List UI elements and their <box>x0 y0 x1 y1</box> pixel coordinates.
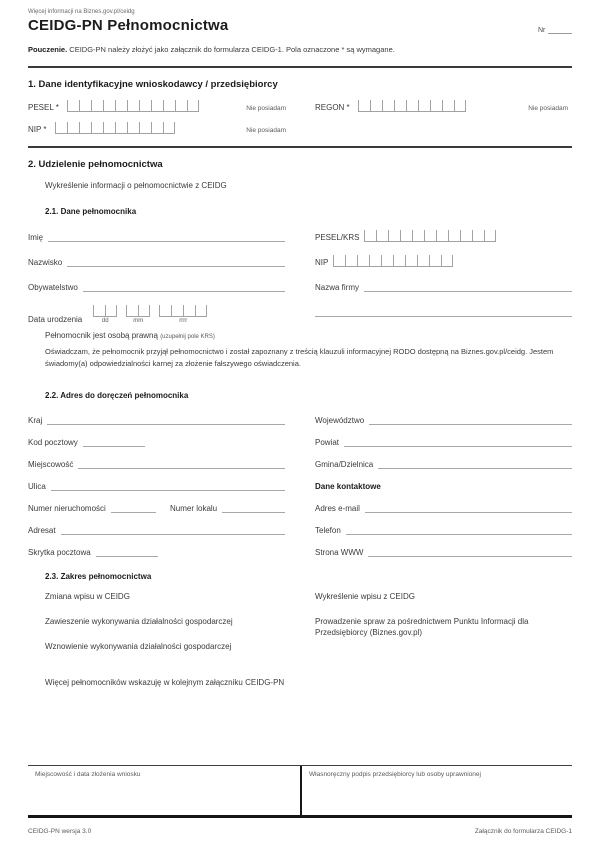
addressee-label: Adresat <box>28 526 56 535</box>
pesel-krs-comb-input[interactable] <box>364 230 496 242</box>
postal-code-label: Kod pocztowy <box>28 438 78 447</box>
pesel-not-possess[interactable]: Nie posiadam <box>246 105 286 112</box>
website-input-line[interactable] <box>368 555 572 557</box>
attorney-columns <box>28 228 572 328</box>
birth-date-inputs <box>93 305 207 324</box>
nr-label: Nr <box>538 27 546 34</box>
nip-label: NIP * <box>28 125 47 134</box>
county-row <box>315 434 572 447</box>
scope-change-entry-option[interactable]: Zmiana wpisu w CEIDG <box>45 592 130 601</box>
section2-title: 2. Udzielenie pełnomocnictwa <box>28 159 163 170</box>
citizenship-input-line[interactable] <box>83 290 285 292</box>
phone-input-line[interactable] <box>346 533 572 535</box>
birth-year-hint: rrrr <box>179 318 188 324</box>
nr-input-line[interactable] <box>548 31 572 34</box>
voivodeship-row <box>315 412 572 425</box>
attorney-nip-comb-input[interactable] <box>333 255 453 267</box>
email-row <box>315 500 572 513</box>
nip-group <box>28 122 315 134</box>
phone-label: Telefon <box>315 526 341 535</box>
city-input-line[interactable] <box>78 467 285 469</box>
birth-month-hint: mm <box>133 318 144 324</box>
last-name-row <box>28 253 285 267</box>
nr-field <box>538 22 572 34</box>
signature-label: Własnoręczny podpis przedsiębiorcy lub osoby uprawnionej <box>309 771 481 778</box>
section23-title: 2.3. Zakres pełnomocnictwa <box>45 572 152 581</box>
divider-rule <box>28 66 572 68</box>
building-no-group <box>28 504 156 513</box>
birth-day-comb-input[interactable] <box>93 305 117 317</box>
pesel-regon-row <box>28 98 572 112</box>
regon-group <box>315 100 572 112</box>
first-name-input-line[interactable] <box>48 240 285 242</box>
contact-header-row <box>315 478 572 491</box>
first-name-label: Imię <box>28 233 44 242</box>
county-label: Powiat <box>315 438 340 447</box>
birth-day-group <box>93 305 117 324</box>
address-left-column <box>28 412 285 566</box>
po-box-input-line[interactable] <box>96 555 158 557</box>
more-attorneys-option[interactable]: Więcej pełnomocników wskazuję w kolejnym załączniku CEIDG-PN <box>45 678 285 687</box>
revoke-info-option[interactable]: Wykreślenie informacji o pełnomocnictwie z CEIDG <box>45 181 227 190</box>
nip-comb-input[interactable] <box>55 122 175 134</box>
po-box-row <box>28 544 285 557</box>
commune-row <box>315 456 572 469</box>
form-version: CEIDG-PN wersja 3.0 <box>28 828 92 835</box>
attorney-left-column <box>28 228 285 328</box>
company-name-input-line-2[interactable] <box>315 315 572 317</box>
voivodeship-input-line[interactable] <box>369 423 572 425</box>
attachment-note: Załącznik do formularza CEIDG-1 <box>474 828 572 835</box>
address-right-column <box>315 412 572 566</box>
email-label: Adres e-mail <box>315 504 360 513</box>
section1-fields <box>28 98 572 134</box>
address-columns <box>28 412 572 566</box>
signature-cell[interactable] <box>300 766 572 815</box>
addressee-input-line[interactable] <box>61 533 285 535</box>
pesel-comb-input[interactable] <box>67 100 199 112</box>
street-label: Ulica <box>28 482 46 491</box>
birth-date-row <box>28 303 285 324</box>
company-name-input-line[interactable] <box>364 290 572 292</box>
place-date-label: Miejscowość i data złożenia wniosku <box>35 771 141 778</box>
instruction-notice <box>28 45 572 54</box>
divider-rule <box>28 146 572 148</box>
regon-comb-input[interactable] <box>358 100 466 112</box>
city-row <box>28 456 285 469</box>
addressee-row <box>28 522 285 535</box>
commune-input-line[interactable] <box>378 467 572 469</box>
pesel-krs-row <box>315 228 572 242</box>
first-name-row <box>28 228 285 242</box>
city-label: Miejscowość <box>28 460 74 469</box>
attorney-right-column <box>315 228 572 328</box>
instruction-notice-label: Pouczenie. <box>28 45 68 54</box>
last-name-input-line[interactable] <box>67 265 285 267</box>
section22-title: 2.2. Adres do doręczeń pełnomocnika <box>45 391 189 400</box>
phone-row <box>315 522 572 535</box>
country-row <box>28 412 285 425</box>
pesel-krs-label: PESEL/KRS <box>315 233 360 242</box>
postal-code-row <box>28 434 285 447</box>
attorney-nip-label: NIP <box>315 258 329 267</box>
signature-box <box>28 765 572 818</box>
legal-person-text: Pełnomocnik jest osobą prawną <box>45 331 161 340</box>
scope-columns <box>45 591 572 666</box>
citizenship-label: Obywatelstwo <box>28 283 78 292</box>
apartment-no-group <box>170 504 285 513</box>
contact-data-header: Dane kontaktowe <box>315 482 381 491</box>
commune-label: Gmina/Dzielnica <box>315 460 374 469</box>
attorney-nip-row <box>315 253 572 267</box>
section1-title: 1. Dane identyfikacyjne wnioskodawcy / przedsiębiorcy <box>28 79 278 90</box>
rodo-declaration: Oświadczam, że pełnomocnik przyjął pełnomocnictwo i został zapoznany z treścią klauzuli informacyjnej RODO dostępną na Biznes.gov.pl/ceidg. Jestem świadomy(a) odpowiedzialności karnej za złożenie fałszywego oświadczenia. <box>45 347 554 368</box>
county-input-line[interactable] <box>344 445 572 447</box>
birth-year-comb-input[interactable] <box>159 305 207 317</box>
scope-suspend-option[interactable]: Zawieszenie wykonywania działalności gospodarczej <box>45 617 233 626</box>
last-name-label: Nazwisko <box>28 258 63 267</box>
email-input-line[interactable] <box>365 511 572 513</box>
website-row <box>315 544 572 557</box>
scope-resume-option[interactable]: Wznowienie wykonywania działalności gospodarczej <box>45 642 232 651</box>
building-apartment-row <box>28 500 285 513</box>
instruction-notice-text: CEIDG-PN należy złożyć jako załącznik do formularza CEIDG-1. Pola oznaczone * są wymagane. <box>67 45 395 54</box>
company-name-label: Nazwa firmy <box>315 283 360 292</box>
scope-pip-option[interactable]: Prowadzenie spraw za pośrednictwem Punktu Informacji dla Przedsiębiorcy (Biznes.gov.pl) <box>315 617 529 637</box>
section21-title: 2.1. Dane pełnomocnika <box>45 207 137 216</box>
regon-label: REGON * <box>315 103 350 112</box>
company-name-continuation-row <box>315 303 572 317</box>
building-no-input-line[interactable] <box>111 511 156 513</box>
citizenship-row <box>28 278 285 292</box>
nip-row <box>28 120 572 134</box>
street-row <box>28 478 285 491</box>
scope-right-column <box>315 591 572 666</box>
voivodeship-label: Województwo <box>315 416 365 425</box>
place-date-cell[interactable] <box>28 766 300 815</box>
birth-year-group <box>159 305 207 324</box>
scope-left-column <box>45 591 292 666</box>
more-info-link[interactable]: Więcej informacji na Biznes.gov.pl/ceidg <box>28 9 135 15</box>
website-label: Strona WWW <box>315 548 364 557</box>
country-label: Kraj <box>28 416 43 425</box>
pesel-label: PESEL * <box>28 103 59 112</box>
birth-month-comb-input[interactable] <box>126 305 150 317</box>
regon-not-possess[interactable]: Nie posiadam <box>528 105 568 112</box>
pesel-group <box>28 100 315 112</box>
page-footer <box>28 828 572 835</box>
legal-person-option[interactable] <box>45 331 572 340</box>
po-box-label: Skrytka pocztowa <box>28 548 91 557</box>
legal-person-hint: (uzupełnij pole KRS) <box>160 334 215 340</box>
country-input-line[interactable] <box>47 423 285 425</box>
company-name-row <box>315 278 572 292</box>
birth-day-hint: dd <box>101 318 109 324</box>
apartment-no-label: Numer lokalu <box>170 504 218 513</box>
title-row <box>28 17 572 34</box>
page-title: CEIDG-PN Pełnomocnictwa <box>28 17 229 34</box>
apartment-no-input-line[interactable] <box>222 511 285 513</box>
birth-date-label: Data urodzenia <box>28 315 83 324</box>
street-input-line[interactable] <box>51 489 285 491</box>
building-no-label: Numer nieruchomości <box>28 504 106 513</box>
nip-not-possess[interactable]: Nie posiadam <box>246 127 286 134</box>
postal-code-input-line[interactable] <box>83 445 145 447</box>
birth-month-group <box>126 305 150 324</box>
scope-delete-entry-option[interactable]: Wykreślenie wpisu z CEIDG <box>315 592 415 601</box>
